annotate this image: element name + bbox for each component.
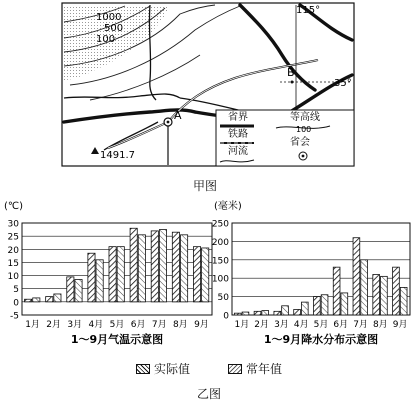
y-tick-label: 200: [211, 237, 229, 248]
bar-normal: [400, 287, 407, 315]
bar-normal: [75, 280, 82, 302]
bar-actual: [333, 267, 340, 315]
legend-contour-label: 等高线: [290, 112, 320, 123]
bar-normal: [54, 294, 61, 302]
x-tick-label: 9月: [392, 320, 408, 330]
y-tick-label: 0: [13, 298, 19, 309]
legend-normal-swatch: [228, 364, 242, 374]
latitude-label: 35°: [334, 78, 352, 89]
legend-actual-label: 实际值: [154, 362, 191, 376]
bar-normal: [301, 302, 308, 315]
map-caption: 甲图: [193, 179, 218, 193]
y-tick-label: 150: [211, 256, 229, 267]
precipitation-chart: [212, 199, 410, 346]
x-tick-label: 3月: [274, 320, 289, 330]
bar-normal: [33, 298, 40, 302]
bar-normal: [361, 260, 368, 315]
x-tick-label: 8月: [172, 320, 188, 330]
bar-actual: [313, 297, 320, 315]
bar-normal: [202, 248, 209, 302]
y-tick-label: 50: [217, 293, 229, 304]
x-tick-label: 1月: [25, 320, 40, 330]
legend-province-label: 省界: [228, 112, 248, 123]
y-tick-label: 25: [7, 232, 19, 243]
bar-normal: [262, 311, 269, 315]
x-tick-label: 2月: [254, 320, 270, 330]
bar-normal: [117, 247, 124, 302]
chart-unit-label: (℃): [4, 201, 24, 212]
contour-label-100: 100: [96, 34, 116, 45]
series-legend: [108, 360, 338, 376]
bar-actual: [151, 231, 158, 302]
legend-river-label: 河流: [228, 146, 248, 157]
y-tick-label: 0: [223, 311, 229, 322]
legend-actual-swatch: [136, 364, 150, 374]
x-tick-label: 6月: [130, 320, 146, 330]
x-tick-label: 7月: [353, 320, 368, 330]
bar-actual: [294, 309, 301, 315]
x-tick-label: 5月: [313, 320, 329, 330]
bar-actual: [393, 267, 400, 315]
chart-title: 1～9月降水分布示意图: [263, 333, 379, 346]
x-tick-label: 5月: [109, 320, 125, 330]
bar-normal: [138, 235, 145, 302]
y-tick-label: 10: [7, 272, 19, 283]
point-b-marker: [291, 81, 294, 84]
y-tick-label: 100: [211, 274, 229, 285]
bar-actual: [254, 311, 261, 315]
point-b-label: B: [287, 66, 295, 79]
x-tick-label: 3月: [67, 320, 83, 330]
y-tick-label: 5: [13, 285, 19, 296]
charts-area: [0, 195, 418, 360]
bar-normal: [96, 260, 103, 302]
bar-actual: [373, 275, 380, 315]
bar-normal: [180, 235, 187, 302]
x-tick-label: 7月: [151, 320, 167, 330]
y-tick-label: -5: [10, 311, 19, 322]
bar-actual: [46, 297, 53, 302]
legend-railway-label: 铁路: [228, 129, 248, 140]
bar-actual: [172, 232, 179, 302]
bar-normal: [321, 295, 328, 315]
contour-label-500: 500: [104, 23, 124, 34]
legend-normal-label: 常年值: [246, 362, 283, 376]
legend-capital-label: 省会: [290, 137, 310, 148]
x-tick-label: 1月: [234, 320, 250, 330]
bar-actual: [130, 228, 137, 302]
y-tick-label: 30: [7, 219, 19, 230]
figure-caption: 乙图: [197, 387, 222, 401]
y-tick-label: 250: [211, 219, 229, 230]
x-tick-label: 6月: [333, 320, 349, 330]
temperature-chart: [4, 201, 212, 346]
bar-actual: [88, 253, 95, 302]
bar-actual: [25, 299, 32, 302]
bar-actual: [353, 238, 360, 315]
bar-normal: [159, 230, 166, 302]
bar-actual: [67, 277, 74, 302]
x-tick-label: 8月: [372, 320, 388, 330]
chart-unit-label: (毫米): [214, 201, 242, 212]
elevation-label: 1491.7: [100, 150, 135, 161]
bar-actual: [193, 247, 200, 302]
legend-contour-value: 100: [296, 125, 312, 134]
longitude-label: 115°: [296, 5, 321, 16]
bar-normal: [381, 276, 388, 315]
point-a-label: A: [174, 109, 182, 122]
x-tick-label: 9月: [194, 320, 209, 330]
map-figure: [0, 0, 418, 175]
bar-normal: [341, 293, 348, 315]
y-tick-label: 20: [7, 245, 19, 256]
y-tick-label: 15: [7, 258, 19, 269]
x-tick-label: 2月: [46, 320, 62, 330]
bar-normal: [242, 312, 249, 315]
x-tick-label: 4月: [293, 320, 309, 330]
bar-actual: [234, 313, 241, 315]
x-tick-label: 4月: [88, 320, 104, 330]
map-legend: [216, 110, 354, 166]
bar-actual: [274, 311, 281, 315]
bar-normal: [282, 306, 289, 315]
chart-title: 1～9月气温示意图: [70, 333, 164, 346]
bar-actual: [109, 247, 116, 302]
contour-label-1000: 1000: [96, 12, 122, 23]
